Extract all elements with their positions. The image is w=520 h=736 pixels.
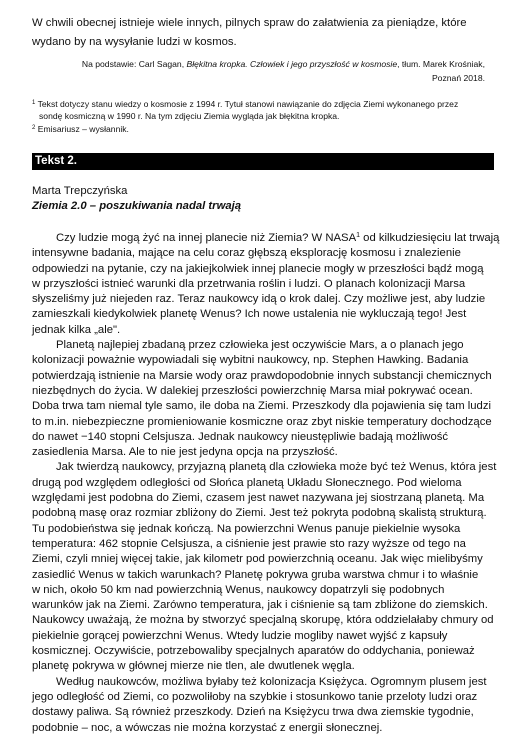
source-prefix: Na podstawie: Carl Sagan,	[81, 59, 187, 69]
source-suffix: , tłum. Marek Krośniak,	[397, 59, 485, 69]
footnote-reference: 1	[356, 232, 361, 239]
body-line: zasiedlenia Marsa. Ale to nie jest jedyna opcja na przyszłość.	[32, 446, 338, 459]
footnote-number: 2	[32, 125, 36, 131]
body-line: niezbędnych do życia. W dalekiej przeszłości powierzchnię Marsa miał pokrywać ocean.	[32, 384, 473, 397]
body-line: jednak kilka „ale".	[32, 323, 121, 336]
footnotes	[32, 97, 494, 135]
article-title: Ziemia 2.0 – poszukiwania nadal trwają	[32, 200, 242, 212]
source-citation	[45, 58, 485, 85]
section-header-bar: Tekst 2.	[32, 153, 494, 170]
intro-line: W chwili obecnej istnieje wiele innych, pilnych spraw do załatwienia za pieniądze, które	[32, 17, 467, 29]
body-line: potwierdzają istnienie na Marsie wody oraz prawdopodobnie innych substancji chemicznych	[32, 369, 492, 382]
body-line: odpowiedzi na pytanie, czy na jakiejkolwiek innej planecie mogły w przeszłości bądź mogą	[32, 262, 484, 275]
body-line: planetę pokrywa w głównej mierze nie tlen, ale dwutlenek węgla.	[32, 660, 355, 673]
body-line: piekielnie gorącej powierzchni Wenus. Wtedy ludzie mogliby nawet wyjść z kapsuły	[32, 629, 448, 642]
footnote-2	[32, 122, 494, 135]
footnote-1	[32, 97, 494, 110]
paragraph-first-line: Planetą najlepiej zbadaną przez człowieka jest oczywiście Mars, a o planach jego	[56, 339, 464, 352]
source-place-year: Poznań 2018.	[431, 72, 485, 83]
body-line: Doba trwa tam niemal tyle samo, ile doba na Ziemi. Przeszkody dla pojawienia się tam ludzi	[32, 400, 491, 413]
body-line: do nawet −140 stopni Celsjusza. Jednak naukowcy nieustępliwie badają możliwość	[32, 430, 449, 443]
body-text: od kilkudziesięciu lat trwają	[360, 232, 500, 244]
body-line: jego odległość od Ziemi, co pozwoliłoby na szybkie i stosunkowo tanie przeloty ludzi oraz	[32, 690, 478, 703]
body-line: Ziemi, czyli mniej więcej takie, jak kilometr pod powierzchnią oceanu. Jak więc mielibyśmy	[32, 553, 483, 566]
body-line: w przyszłości istnieć warunki dla przetrwania roślin i ludzi. O planach kolonizacji Marsa	[32, 277, 466, 290]
article-author: Marta Trepczyńska	[32, 185, 128, 197]
body-line: temperatura: 462 stopnie Celsjusza, a ciśnienie jest prawie sto razy wyższe od tego na	[32, 537, 466, 550]
paragraph-first-line: Jak twierdzą naukowcy, przyjazną planetą dla człowieka może być też Wenus, która jest	[56, 461, 497, 474]
intro-line: wydano by na wysyłanie ludzi w kosmos.	[32, 36, 237, 48]
body-line: względami jest podobna do Ziemi, czasem jest nawet nazywana jej siostrzaną planetą. Ma	[32, 492, 485, 505]
body-line: zamieszkali kiedykolwiek planetę Wenus? Ich nowe ustalenia nie wykluczają tego! Jest	[32, 308, 467, 321]
footnote-1-continuation: sondę kosmiczną w 1990 r. Na tym zdjęciu Ziemia wygląda jak błękitna kropka.	[39, 111, 340, 121]
body-line: to m.in. niebezpieczne promieniowanie kosmiczne oraz zbyt niskie temperatury dochodzące	[32, 415, 492, 428]
intro-paragraph	[32, 14, 494, 52]
body-line: dostawy paliwa. Są również przeszkody. Dzień na Księżycu trwa dwa ziemskie tygodnie,	[32, 706, 474, 719]
footnote-text: Tekst dotyczy stanu wiedzy o kosmosie z 1994 r. Tytuł stanowi nawiązanie do zdjęcia Ziemi wykonanego przez	[35, 99, 459, 109]
source-book-title: Błękitna kropka. Człowiek i jego przyszłość w kosmosie	[186, 59, 398, 69]
body-line: podobnie – noc, a wówczas nie można korzystać z energii słonecznej.	[32, 721, 383, 734]
body-line: warunków jak na Ziemi. Zarówno temperatura, jak i ciśnienie są tam zbliżone do ziemskich.	[32, 599, 488, 612]
body-line: Tu podobieństwa się jednak kończą. Na powierzchni Wenus panuje piekielnie wysoka	[32, 522, 461, 535]
footnote-number: 1	[32, 100, 36, 106]
body-line: Naukowcy uważają, że można by stworzyć specjalną skorupę, która oddzielałaby chmury od	[32, 614, 494, 627]
body-line: kolonizacji poważnie wypowiadali się wybitni naukowcy, np. Stephen Hawking. Badania	[32, 354, 469, 367]
body-line: kosmicznej. Oczywiście, potrzebowaliby specjalnych aparatów do oddychania, ponieważ	[32, 645, 475, 658]
body-line: zasiedlić Wenus w takich warunkach? Planetę pokrywa gruba warstwa chmur i to właśnie	[32, 568, 479, 581]
body-line: intensywne badania, mające na celu coraz głębszą eksplorację kosmosu i znalezienie	[32, 247, 461, 260]
body-line: słyszeliśmy już niejeden raz. Teraz naukowcy idą o krok dalej. Czy możliwe jest, aby ludzie	[32, 293, 486, 306]
body-text: Czy ludzie mogą żyć na innej planecie niż Ziemia? W NASA	[56, 232, 357, 244]
paragraph-first-line: Według naukowców, możliwa byłaby też kolonizacja Księżyca. Ogromnym plusem jest	[56, 675, 487, 688]
body-line: w nich, około 50 km nad powierzchnią Wenus, naukowcy dopatrzyli się podobnych	[32, 583, 445, 596]
article-body	[32, 228, 500, 736]
body-line: drugą pod względem odległości od Słońca planetą Układu Słonecznego. Pod wieloma	[32, 476, 462, 489]
body-line: podobną masę oraz rozmiar zbliżony do Ziemi. Jest też pokryta podobną skalistą strukturą.	[32, 507, 487, 520]
paragraph-first-line	[32, 228, 500, 246]
footnote-text: Emisariusz – wysłannik.	[35, 124, 129, 134]
